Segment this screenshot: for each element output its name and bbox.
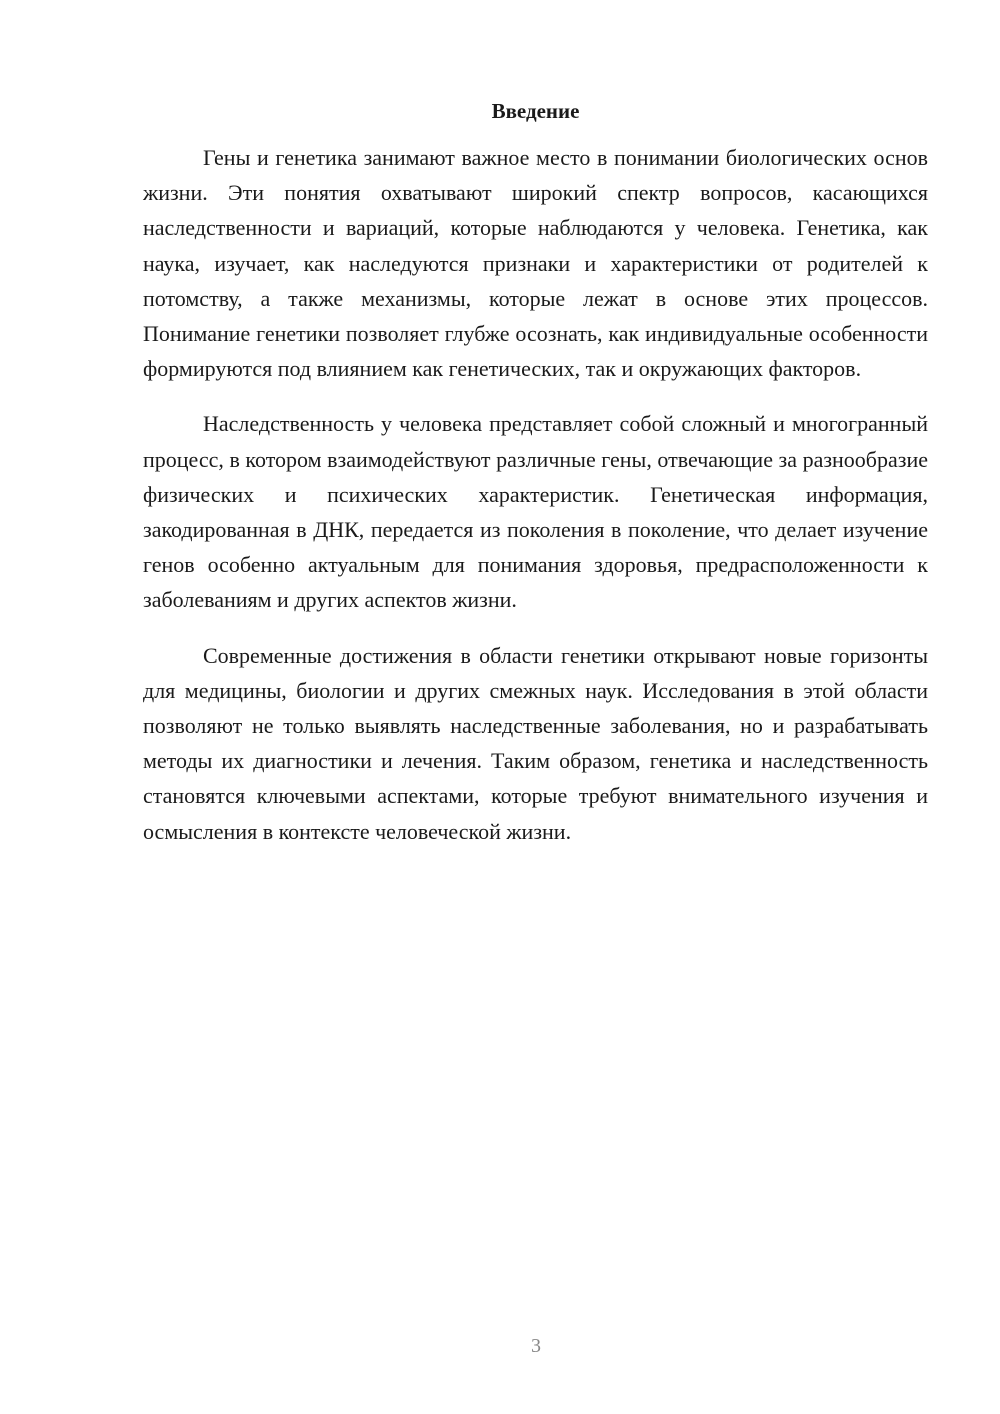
- paragraph-intro: Гены и генетика занимают важное место в понимании биологических основ жизни. Эти понятия охватывают широкий спектр вопросов, касающихся наследственности и вариаций, которые наблюдаются у человека. Генетика, как наука, изучает, как наследуются признаки и характеристики от родителей к потомству, а также механизмы, которые лежат в основе этих процессов. Понимание генетики позволяет глубже осознать, как индивидуальные особенности формируются под влиянием как генетических, так и окружающих факторов.: [143, 145, 928, 382]
- page-number: 3: [531, 1335, 541, 1357]
- page-content: [143, 96, 928, 869]
- section-title: Введение: [491, 99, 580, 123]
- paragraph-heredity: Наследственность у человека представляет собой сложный и многогранный процесс, в котором взаимодействуют различные гены, отвечающие за разнообразие физических и психических характеристик. Генетическая информация, закодированная в ДНК, передается из поколения в поколение, что делает изучение генов особенно актуальным для понимания здоровья, предрасположенности к заболеваниям и других аспектов жизни.: [143, 411, 928, 613]
- paragraph-modern-achievements: Современные достижения в области генетики открывают новые горизонты для медицины, биологии и других смежных наук. Исследования в этой области позволяют не только выявлять наследственные заболевания, но и разрабатывать методы их диагностики и лечения. Таким образом, генетика и наследственность становятся ключевыми аспектами, которые требуют внимательного изучения и осмысления в контексте человеческой жизни.: [143, 642, 928, 844]
